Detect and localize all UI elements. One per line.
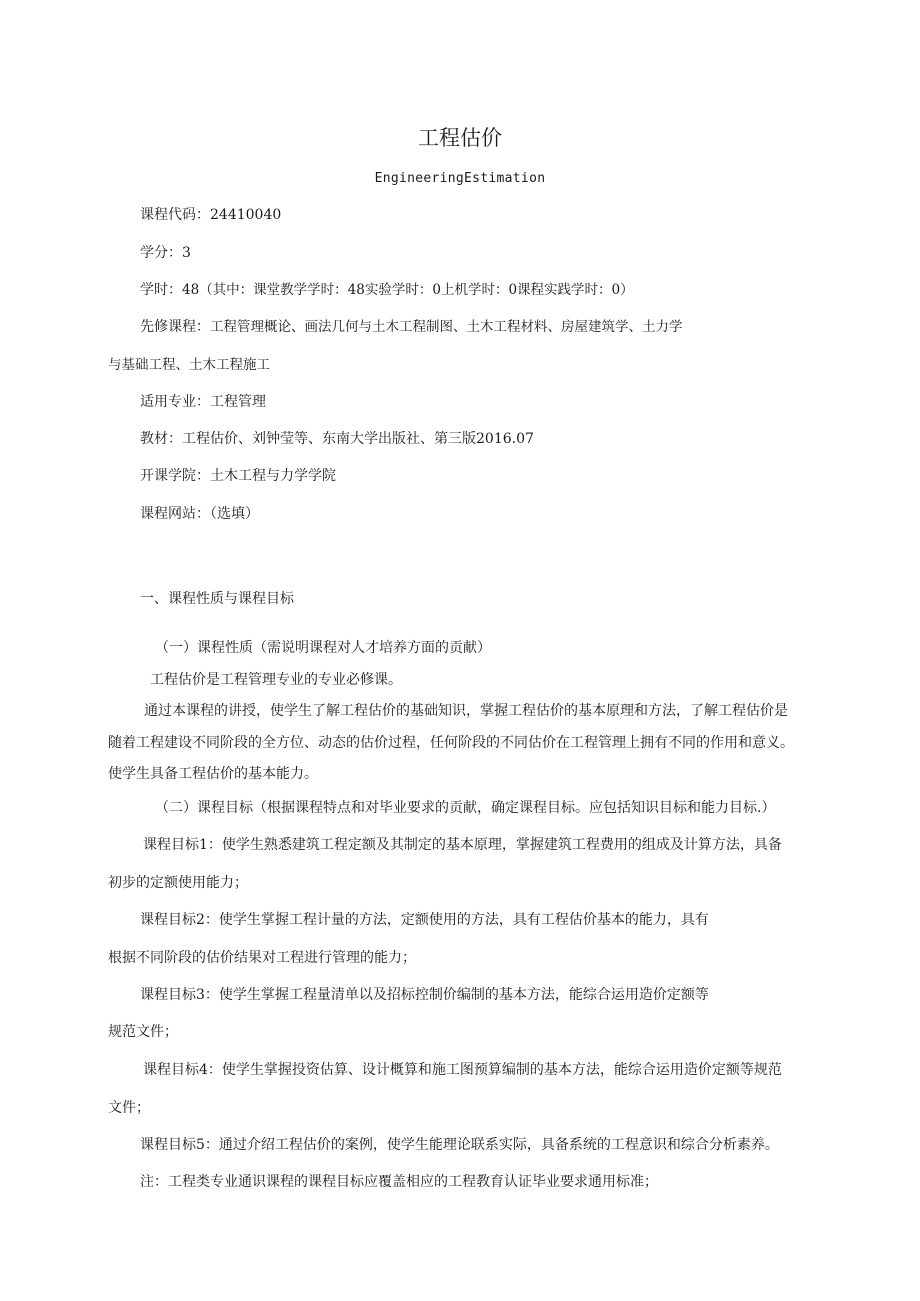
nature-heading bbox=[155, 639, 491, 657]
nature-prefix: （一） bbox=[155, 640, 197, 656]
goal4-line1: 课程目标4：使学生掌握投资估算、设计概算和施工图预算编制的基本方法，能综合运用造价定额等规范 bbox=[143, 1062, 782, 1078]
major-label: 适用专业： bbox=[140, 394, 210, 410]
goal3-line1: 课程目标3：使学生掌握工程量清单以及招标控制价编制的基本方法，能综合运用造价定额等 bbox=[140, 987, 709, 1003]
college-label: 开课学院： bbox=[140, 468, 210, 484]
major-value: 工程管理 bbox=[210, 394, 266, 410]
credit-value: 3 bbox=[182, 245, 191, 261]
prereq-value-line2: 与基础工程、土木工程施工 bbox=[108, 357, 270, 373]
prereq-row bbox=[140, 318, 683, 336]
nature-para2-line2: 随着工程建设不同阶段的全方位、动态的估价过程，任何阶段的不同估价在工程管理上拥有不同的作用和意义。 bbox=[108, 735, 794, 751]
goals-title: 课程目标 bbox=[197, 800, 253, 816]
nature-note: （需说明课程对人才培养方面的贡献） bbox=[253, 640, 491, 656]
hours-value: 48（其中：课堂教学学时：48实验学时：0上机学时：0课程实践学时：0） bbox=[182, 282, 634, 298]
textbook-label: 教材： bbox=[140, 431, 182, 447]
prereq-value-line1: 工程管理概论、画法几何与土木工程制图、土木工程材料、房屋建筑学、土力学 bbox=[210, 319, 683, 335]
course-code-row bbox=[140, 206, 281, 224]
course-title: 工程估价 bbox=[418, 126, 502, 150]
goals-footnote: 注：工程类专业通识课程的课程目标应覆盖相应的工程教育认证毕业要求通用标准； bbox=[140, 1174, 658, 1190]
nature-para1: 工程估价是工程管理专业的专业必修课。 bbox=[150, 672, 402, 688]
nature-title: 课程性质 bbox=[197, 640, 253, 656]
goals-note: （根据课程特点和对毕业要求的贡献，确定课程目标。应包括知识目标和能力目标.） bbox=[253, 800, 776, 816]
credit-label: 学分： bbox=[140, 245, 182, 261]
goal2-line1: 课程目标2：使学生掌握工程计量的方法，定额使用的方法，具有工程估价基本的能力，具有 bbox=[140, 912, 709, 928]
goals-prefix: （二） bbox=[155, 800, 197, 816]
website-value: （选填） bbox=[210, 506, 259, 522]
hours-row bbox=[140, 281, 634, 299]
website-label: 课程网站： bbox=[140, 506, 210, 522]
goal2-line2: 根据不同阶段的估价结果对工程进行管理的能力； bbox=[108, 950, 416, 966]
goal1-line2: 初步的定额使用能力； bbox=[108, 875, 248, 891]
goal1-line1: 课程目标1：使学生熟悉建筑工程定额及其制定的基本原理，掌握建筑工程费用的组成及计算方法，具备 bbox=[143, 837, 782, 853]
nature-para2-line3: 使学生具备工程估价的基本能力。 bbox=[108, 766, 318, 782]
goal5: 课程目标5：通过介绍工程估价的案例，使学生能理论联系实际，具备系统的工程意识和综合分析素养。 bbox=[140, 1137, 779, 1153]
course-code-value: 24410040 bbox=[210, 207, 282, 223]
course-english-title: EngineeringEstimation bbox=[374, 171, 546, 186]
prereq-label: 先修课程： bbox=[140, 319, 210, 335]
college-value: 土木工程与力学学院 bbox=[210, 468, 336, 484]
goal3-line2: 规范文件； bbox=[108, 1024, 178, 1040]
website-row bbox=[140, 505, 259, 523]
textbook-value: 工程估价、刘钟莹等、东南大学出版社、第三版2016.07 bbox=[182, 431, 534, 447]
credit-row bbox=[140, 244, 191, 262]
college-row bbox=[140, 467, 336, 485]
goal4-line2: 文件； bbox=[108, 1100, 150, 1116]
hours-label: 学时： bbox=[140, 282, 182, 298]
major-row bbox=[140, 393, 266, 411]
textbook-row bbox=[140, 430, 534, 448]
course-code-label: 课程代码： bbox=[140, 207, 210, 223]
nature-para2-line1: 通过本课程的讲授，使学生了解工程估价的基础知识，掌握工程估价的基本原理和方法，了解工程估价是 bbox=[144, 703, 788, 719]
section-heading: 一、课程性质与课程目标 bbox=[140, 591, 294, 607]
goals-heading bbox=[155, 799, 775, 817]
